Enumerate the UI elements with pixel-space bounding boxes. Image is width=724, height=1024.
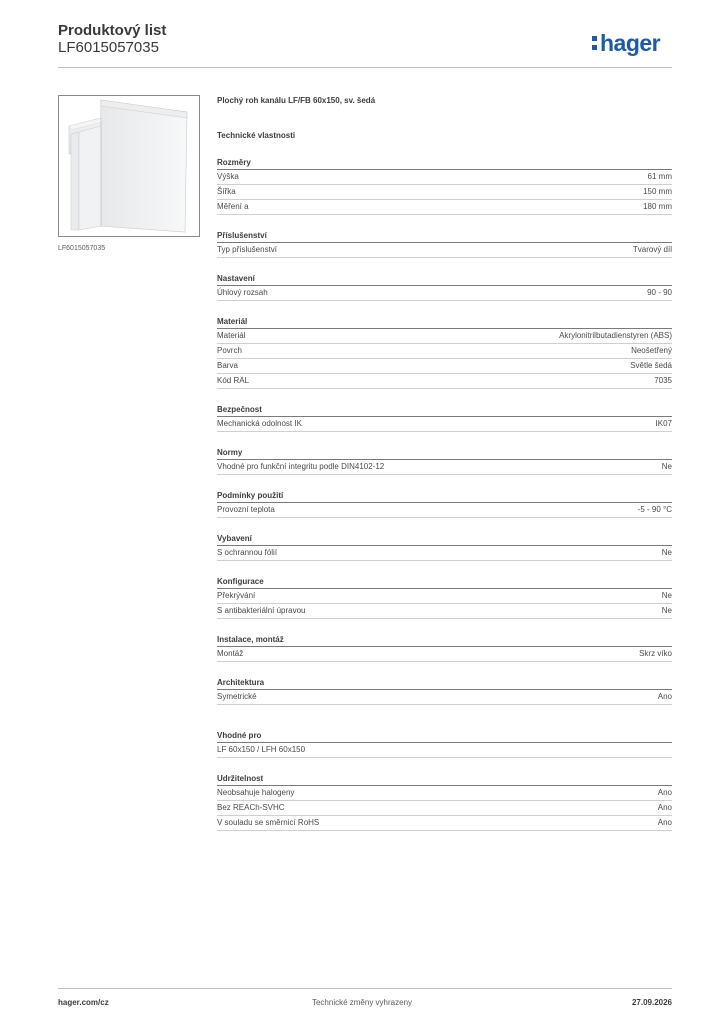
spec-label: Bez REACh-SVHC xyxy=(217,803,285,812)
section-title: Bezpečnost xyxy=(217,404,672,417)
section-title: Udržitelnost xyxy=(217,773,672,786)
spec-label: Mechanická odolnost IK xyxy=(217,419,302,428)
section-architecture xyxy=(217,677,672,705)
spec-row xyxy=(217,170,672,185)
spec-row xyxy=(217,786,672,801)
spec-value: Ne xyxy=(661,548,672,557)
spec-row xyxy=(217,503,672,518)
section-conditions xyxy=(217,490,672,518)
spec-value: 7035 xyxy=(654,376,672,385)
section-standards xyxy=(217,447,672,475)
spec-row xyxy=(217,243,672,258)
spec-value: Ano xyxy=(657,692,672,701)
spec-row xyxy=(217,589,672,604)
spec-row xyxy=(217,359,672,374)
spec-row xyxy=(217,647,672,662)
cable-duct-corner-icon xyxy=(59,96,199,236)
logo-colon-icon xyxy=(592,36,597,50)
section-title: Materiál xyxy=(217,316,672,329)
spec-label: Neobsahuje halogeny xyxy=(217,788,295,797)
spec-row xyxy=(217,460,672,475)
section-material xyxy=(217,316,672,389)
section-title: Konfigurace xyxy=(217,576,672,589)
spec-label: LF 60x150 / LFH 60x150 xyxy=(217,745,306,754)
section-accessories xyxy=(217,230,672,258)
spec-label: Vhodné pro funkční integritu podle DIN4102-12 xyxy=(217,462,385,471)
spec-value: Ano xyxy=(657,803,672,812)
section-safety xyxy=(217,404,672,432)
product-image xyxy=(58,95,200,237)
spec-row xyxy=(217,286,672,301)
spec-label: Výška xyxy=(217,172,239,181)
section-installation xyxy=(217,634,672,662)
header-divider xyxy=(58,67,672,68)
spec-label: Měření a xyxy=(217,202,249,211)
section-title: Nastavení xyxy=(217,273,672,286)
spec-row xyxy=(217,801,672,816)
footer-note: Technické změny vyhrazeny xyxy=(311,998,413,1007)
spec-row xyxy=(217,185,672,200)
section-title: Normy xyxy=(217,447,672,460)
section-title: Podmínky použití xyxy=(217,490,672,503)
spec-label: Povrch xyxy=(217,346,242,355)
section-dimensions xyxy=(217,157,672,215)
spec-row xyxy=(217,200,672,215)
product-code: LF6015057035 xyxy=(58,39,159,56)
spec-row xyxy=(217,329,672,344)
spec-label: Symetrické xyxy=(217,692,257,701)
image-caption: LF6015057035 xyxy=(58,245,106,252)
spec-label: Provozní teplota xyxy=(217,505,275,514)
logo-text: hager xyxy=(600,30,661,56)
footer-website-link[interactable]: hager.com/cz xyxy=(58,998,109,1007)
section-title: Vybavení xyxy=(217,533,672,546)
spec-row xyxy=(217,690,672,705)
spec-row xyxy=(217,344,672,359)
spec-row xyxy=(217,417,672,432)
spec-label: Materiál xyxy=(217,331,246,340)
spec-value: Skrz víko xyxy=(639,649,672,658)
spec-label: Šířka xyxy=(217,187,236,196)
spec-row xyxy=(217,816,672,831)
spec-label: S ochrannou fólií xyxy=(217,548,278,557)
spec-value: Ne xyxy=(661,606,672,615)
spec-value: Neošetřený xyxy=(631,346,672,355)
page-header xyxy=(58,22,166,56)
spec-row xyxy=(217,743,672,758)
spec-heading: Technické vlastnosti xyxy=(217,131,296,140)
section-title: Architektura xyxy=(217,677,672,690)
section-equipment xyxy=(217,533,672,561)
spec-row xyxy=(217,604,672,619)
section-sustainability xyxy=(217,773,672,831)
spec-value: Akrylonitrilbutadienstyren (ABS) xyxy=(559,331,672,340)
spec-label: S antibakteriální úpravou xyxy=(217,606,306,615)
spec-label: Typ příslušenství xyxy=(217,245,278,254)
spec-value: 150 mm xyxy=(643,187,672,196)
spec-value: Světle šedá xyxy=(630,361,672,370)
spec-content xyxy=(217,95,672,831)
section-suitable-for xyxy=(217,730,672,758)
spec-row xyxy=(217,374,672,389)
spec-value: Ano xyxy=(657,788,672,797)
product-name: Plochý roh kanálu LF/FB 60x150, sv. šedá xyxy=(217,96,376,105)
hager-logo xyxy=(592,28,660,58)
spec-value: Ne xyxy=(661,462,672,471)
spec-value: Ano xyxy=(657,818,672,827)
section-title: Příslušenství xyxy=(217,230,672,243)
spec-value: 61 mm xyxy=(647,172,672,181)
document-title: Produktový list xyxy=(58,22,167,39)
spec-value: Tvarový díl xyxy=(632,245,672,254)
footer-date: 27.09.2026 xyxy=(631,998,672,1007)
spec-value: 180 mm xyxy=(643,202,672,211)
section-title: Vhodné pro xyxy=(217,730,672,743)
spec-label: Barva xyxy=(217,361,238,370)
spec-value: Ne xyxy=(661,591,672,600)
footer-divider xyxy=(58,988,672,989)
spec-label: Montáž xyxy=(217,649,244,658)
section-settings xyxy=(217,273,672,301)
spec-value: IK07 xyxy=(655,419,672,428)
spec-label: Překrývání xyxy=(217,591,256,600)
section-configuration xyxy=(217,576,672,619)
spec-value: 90 - 90 xyxy=(647,288,672,297)
section-title: Instalace, montáž xyxy=(217,634,672,647)
spec-label: Kód RAL xyxy=(217,376,250,385)
spec-label: V souladu se směrnicí RoHS xyxy=(217,818,320,827)
spec-label: Úhlový rozsah xyxy=(217,288,268,297)
spec-value: -5 - 90 °C xyxy=(637,505,672,514)
spec-row xyxy=(217,546,672,561)
section-title: Rozměry xyxy=(217,157,672,170)
